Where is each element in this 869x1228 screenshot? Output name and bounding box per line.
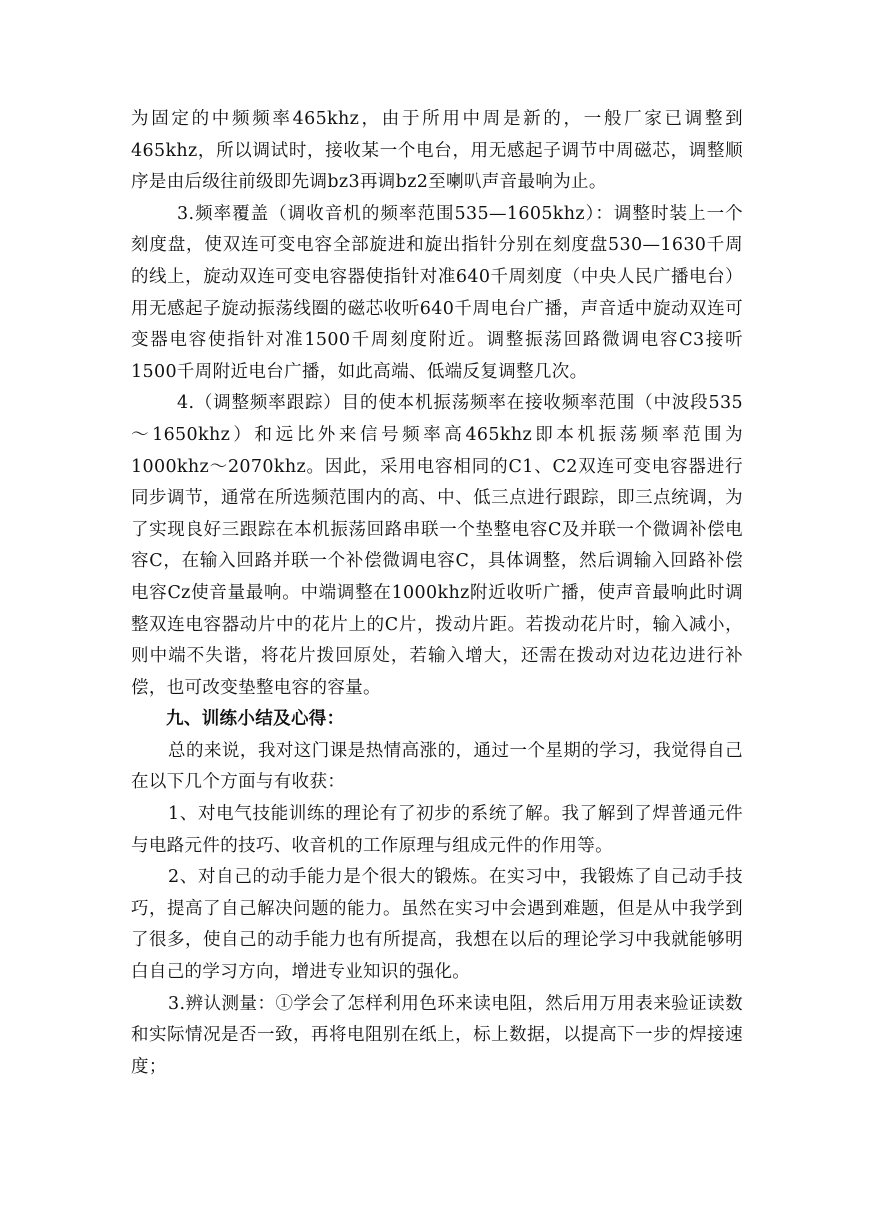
summary-item-2: 2、对自己的动手能力是个很大的锻炼。在实习中，我锻炼了自己动手技巧，提高了自己解决问题的能力。虽然在实习中会遇到难题，但是从中我学到了很多，使自己的动手能力也有所提高，我想在以后的理论学习中我就能够明白自己的学习方向，增进专业知识的强化。 bbox=[131, 867, 743, 983]
continuation-paragraph: 为固定的中频频率465khz，由于所用中周是新的，一般厂家已调整到465khz，所以调试时，接收某一个电台，用无感起子调节中周磁芯，调整顺序是由后级往前级即先调bz3再调bz2至喇叭声音最响为止。 bbox=[131, 109, 743, 193]
section-heading: 九、训练小结及心得： bbox=[166, 709, 345, 730]
document-body bbox=[131, 104, 743, 1083]
summary-item-3: 3.辨认测量：①学会了怎样利用色环来读电阻，然后用万用表来验证读数和实际情况是否一致，再将电阻别在纸上，标上数据，以提高下一步的焊接速度； bbox=[131, 993, 743, 1077]
summary-item-1: 1、对电气技能训练的理论有了初步的系统了解。我了解到了焊普通元件与电路元件的技巧、收音机的工作原理与组成元件的作用等。 bbox=[131, 804, 743, 856]
frequency-tracking-paragraph: 4.（调整频率跟踪）目的使本机振荡频率在接收频率范围（中波段535～1650khz）和远比外来信号频率高465khz即本机振荡频率范围为1000khz～2070khz。因此，采用电容相同的C1、C2双连可变电容器进行同步调节，通常在所选频范围内的高、中、低三点进行跟踪，即三点统调，为了实现良好三跟踪在本机振荡回路串联一个垫整电容C及并联一个微调补偿电容C，在输入回路并联一个补偿微调电容C，具体调整，然后调输入回路补偿电容Cz使音量最响。中端调整在1000khz附近收听广播，使声音最响此时调整双连电容器动片中的花片上的C片，拨动片距。若拨动花片时，输入减小，则中端不失谐，将花片拨回原处，若输入增大，还需在拨动对边花边进行补偿，也可改变垫整电容的容量。 bbox=[131, 393, 743, 698]
frequency-coverage-paragraph: 3.频率覆盖（调收音机的频率范围535—1605khz）：调整时装上一个刻度盘，使双连可变电容全部旋进和旋出指针分别在刻度盘530—1630千周的线上，旋动双连可变电容器使指针对准640千周刻度（中央人民广播电台）用无感起子旋动振荡线圈的磁芯收听640千周电台广播，声音适中旋动双连可变器电容使指针对准1500千周刻度附近。调整振荡回路微调电容C3接听1500千周附近电台广播，如此高端、低端反复调整几次。 bbox=[131, 203, 743, 382]
summary-intro-paragraph: 总的来说，我对这门课是热情高涨的，通过一个星期的学习，我觉得自己在以下几个方面与有收获： bbox=[131, 740, 743, 793]
